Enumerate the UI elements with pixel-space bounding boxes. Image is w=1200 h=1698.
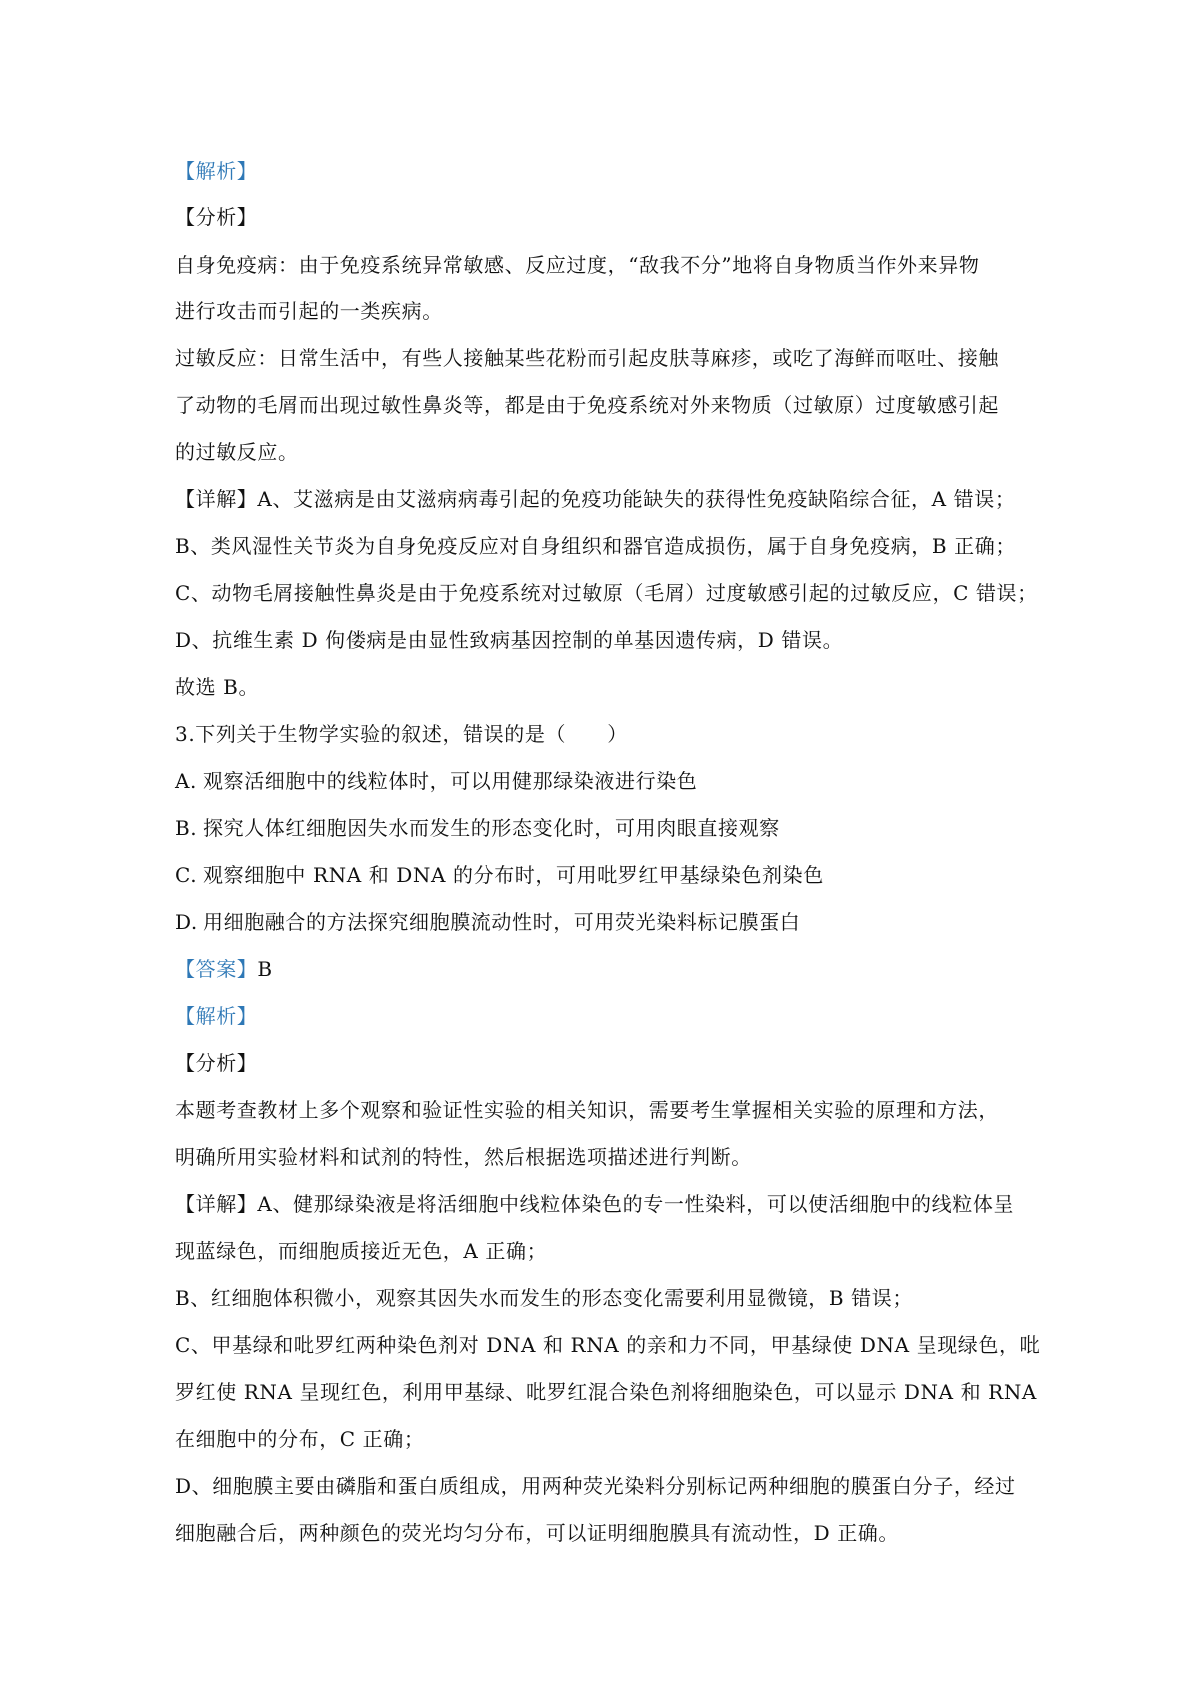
- fenxi-paragraph-line: 了动物的毛屑而出现过敏性鼻炎等，都是由于免疫系统对外来物质（过敏原）过度敏感引起: [175, 393, 999, 417]
- option-text: 观察细胞中 RNA 和 DNA 的分布时，可用吡罗红甲基绿染色剂染色: [203, 863, 824, 887]
- fenxi-paragraph-line: 本题考查教材上多个观察和验证性实验的相关知识，需要考生掌握相关实验的原理和方法，: [175, 1098, 999, 1122]
- xiangjie-line-c: C、甲基绿和吡罗红两种染色剂对 DNA 和 RNA 的亲和力不同，甲基绿使 DNA 呈现绿色，吡: [175, 1333, 1041, 1357]
- option-letter: A.: [175, 769, 198, 793]
- option-d: [175, 908, 800, 936]
- jiexi-heading-2: 【解析】: [175, 1004, 258, 1028]
- answer-heading: 【答案】: [175, 957, 258, 981]
- option-letter: B.: [175, 816, 198, 840]
- xiangjie-line-d-cont: 细胞融合后，两种颜色的荧光均匀分布，可以证明细胞膜具有流动性，D 正确。: [175, 1521, 899, 1545]
- xiangjie-heading-2: 【详解】: [175, 1192, 258, 1216]
- jiexi-heading-1: 【解析】: [175, 159, 258, 183]
- answer-line: [175, 955, 273, 983]
- option-b: [175, 814, 780, 842]
- option-a: [175, 767, 697, 795]
- xiangjie-line-c-cont: 罗红使 RNA 呈现红色，利用甲基绿、吡罗红混合染色剂将细胞染色，可以显示 DNA 和 RNA: [175, 1380, 1037, 1404]
- option-letter: C.: [175, 863, 198, 887]
- fenxi-heading-2: 【分析】: [175, 1051, 258, 1075]
- fenxi-heading-1: 【分析】: [175, 205, 258, 229]
- xiangjie-line-b: B、红细胞体积微小，观察其因失水而发生的形态变化需要利用显微镜，B 错误；: [175, 1286, 913, 1310]
- fenxi-paragraph-line: 过敏反应：日常生活中，有些人接触某些花粉而引起皮肤荨麻疹，或吃了海鲜而呕吐、接触: [175, 346, 999, 370]
- conclusion-line: 故选 B。: [175, 675, 260, 699]
- xiangjie-text: A、健那绿染液是将活细胞中线粒体染色的专一性染料，可以使活细胞中的线粒体呈: [257, 1192, 1015, 1216]
- option-text: 探究人体红细胞因失水而发生的形态变化时，可用肉眼直接观察: [203, 816, 780, 840]
- fenxi-paragraph-line: 进行攻击而引起的一类疾病。: [175, 299, 443, 323]
- xiangjie-line-a: [175, 485, 1015, 513]
- fenxi-paragraph-line: 的过敏反应。: [175, 440, 299, 464]
- option-letter: D.: [175, 910, 198, 934]
- option-text: 用细胞融合的方法探究细胞膜流动性时，可用荧光染料标记膜蛋白: [203, 910, 801, 934]
- xiangjie-line-a-cont: 现蓝绿色，而细胞质接近无色，A 正确；: [175, 1239, 548, 1263]
- fenxi-paragraph-line: 明确所用实验材料和试剂的特性，然后根据选项描述进行判断。: [175, 1145, 752, 1169]
- fenxi-paragraph-line: 自身免疫病：由于免疫系统异常敏感、反应过度，“敌我不分”地将自身物质当作外来异物: [175, 253, 980, 277]
- xiangjie-line-a: [175, 1190, 1014, 1218]
- option-c: [175, 861, 824, 889]
- xiangjie-text: A、艾滋病是由艾滋病病毒引起的免疫功能缺失的获得性免疫缺陷综合征，A 错误；: [257, 487, 1016, 511]
- answer-value: B: [257, 957, 273, 981]
- question-3-stem: 3.下列关于生物学实验的叙述，错误的是（ ）: [175, 722, 628, 746]
- option-text: 观察活细胞中的线粒体时，可以用健那绿染液进行染色: [203, 769, 698, 793]
- xiangjie-heading-1: 【详解】: [175, 487, 258, 511]
- xiangjie-line-d: D、细胞膜主要由磷脂和蛋白质组成，用两种荧光染料分别标记两种细胞的膜蛋白分子，经过: [175, 1474, 1016, 1498]
- xiangjie-line-c: C、动物毛屑接触性鼻炎是由于免疫系统对过敏原（毛屑）过度敏感引起的过敏反应，C 错误；: [175, 581, 1038, 605]
- xiangjie-line-b: B、类风湿性关节炎为自身免疫反应对自身组织和器官造成损伤，属于自身免疫病，B 正确；: [175, 534, 1016, 558]
- xiangjie-line-d: D、抗维生素 D 佝偻病是由显性致病基因控制的单基因遗传病，D 错误。: [175, 628, 844, 652]
- xiangjie-line-c-cont: 在细胞中的分布，C 正确；: [175, 1427, 425, 1451]
